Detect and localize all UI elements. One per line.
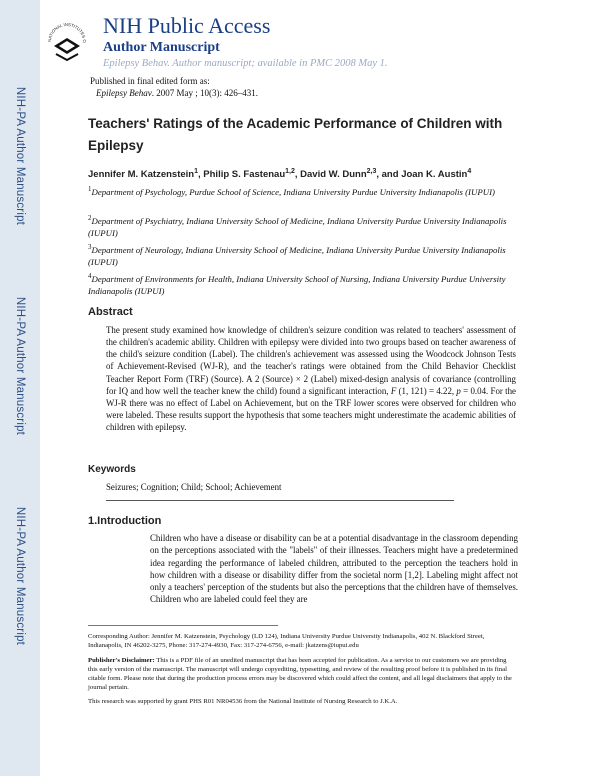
author-affil-sup: 1,2 <box>285 168 295 175</box>
affiliation-text: Department of Environments for Health, Indiana University School of Nursing, Indiana University Purdue University Indianapolis (IUPUI) <box>88 273 506 296</box>
affiliation-num: 2 <box>88 214 92 222</box>
note-rest: . Author manuscript; available in PMC 2008 May 1. <box>167 58 388 69</box>
header-title: NIH Public Access <box>103 13 271 38</box>
svg-text:NATIONAL INSTITUTES OF HEALTH <box>42 10 87 44</box>
logo-text: NATIONAL INSTITUTES O <box>46 21 88 43</box>
author-affil-sup: 4 <box>467 168 472 175</box>
footnote-divider <box>88 625 278 626</box>
header-subtitle: Author Manuscript <box>103 40 220 55</box>
article-title: Teachers' Ratings of the Academic Performance of Children with Epilepsy <box>88 116 503 153</box>
author-name: David W. Dunn <box>300 169 367 181</box>
author-separator: , <box>294 169 301 181</box>
author-affil-sup: 2,3 <box>366 168 377 175</box>
keywords-heading: Keywords <box>88 464 136 475</box>
sidebar-label-3: NIH-PA Author Manuscript <box>14 506 26 646</box>
citation-details: . 2007 May ; 10(3): 426–431. <box>151 88 258 98</box>
abstract-part-c: = 0.04. For the WJ-R there was no effect of Label on Achievement, but on the TRF lower scores were observed for children who were labeled. These results support the hypothesis that some teachers might underestimate the academic abilities of children with epilepsy. <box>106 385 516 433</box>
sidebar-label-1: NIH-PA Author Manuscript <box>14 86 26 226</box>
keywords-divider <box>106 500 454 501</box>
citation-line <box>96 88 258 98</box>
availability-note <box>103 58 388 69</box>
keywords-list: Seizures; Cognition; Child; School; Achievement <box>106 482 282 492</box>
affiliation-num: 3 <box>88 243 92 251</box>
left-sidebar <box>0 0 40 776</box>
abstract-part-a: The present study examined how knowledge of children's seizure condition was related to teachers' assessment of the children's academic ability. Children with epilepsy were divided into two groups based on teacher awareness of the child's seizure condition (Label). The children's achievement was assessed using the Woodcock Johnson Tests of Achievement-Revised (WJ-R), and the teacher's ratings were obtained from the Child Behavior Checklist Teacher Report Form (TRF) (Source). A 2 (Source) × 2 (Label) mixed-design analysis of covariance (controlling for IQ and how well the teacher knew the child) found a significant interaction, <box>106 325 516 396</box>
author-affil-sup: 1 <box>194 168 199 175</box>
disclaimer-text: This is a PDF file of an unedited manuscript that has been accepted for publication. As a service to our customers we are providing this early version of the manuscript. The manuscript will undergo copyediting, typesetting, and review of the resulting proof before it is published in its final citable form. Please note that during the production process errors may be discovered which could affect the content, and all legal disclaimers that apply to the journal pertain. <box>88 657 512 691</box>
abstract-stat-f: F <box>390 385 397 396</box>
nih-logo <box>42 10 92 70</box>
published-form-line: Published in final edited form as: <box>90 76 210 86</box>
affiliation-3 <box>88 241 528 268</box>
author-separator: , and <box>376 169 402 181</box>
author-name: Jennifer M. Katzenstein <box>88 169 195 181</box>
author-name: Philip S. Fastenau <box>203 169 286 181</box>
abstract-body <box>106 324 516 433</box>
introduction-body: Children who have a disease or disability can be at a potential disadvantage in the classroom depending on the perceptions associated with the "labels" of their illnesses. Teachers might have a predetermined idea regarding the performance of labeled children, attributed to the perception the teachers hold in how children with a disease or disability differ from the societal norm [1,2]. Labeling might affect not only a teachers' perception of the students but also the perceptions that the children have of themselves. Children who are labeled could feel they are <box>150 533 518 605</box>
abstract-stat-p: p <box>456 385 461 396</box>
author-separator: , <box>198 169 204 181</box>
abstract-heading: Abstract <box>88 306 133 318</box>
affiliation-1 <box>88 183 528 198</box>
correspondence-footnote: Corresponding Author: Jennifer M. Katzenstein, Psychology (LD 124), Indiana University Purdue University Indianapolis, 402 N. Blackford Street, Indianapolis, IN 46202-3275, Phone: 317-274-4930, Fax: 317-274-6756, e-mail: jkatzens@iupui.edu <box>88 633 485 649</box>
disclaimer-label: Publisher's Disclaimer: <box>88 657 155 664</box>
note-journal: Epilepsy Behav <box>103 58 168 69</box>
introduction-heading: 1.Introduction <box>88 515 162 527</box>
affiliation-num: 1 <box>88 185 92 193</box>
sidebar-label-2: NIH-PA Author Manuscript <box>14 296 26 436</box>
affiliation-4 <box>88 270 528 297</box>
affiliation-text: Department of Neurology, Indiana University School of Medicine, Indiana University Purdue University Indianapolis (IUPUI) <box>88 244 506 267</box>
citation-journal: Epilepsy Behav <box>96 88 152 98</box>
abstract-part-b: (1, 121) = 4.22, <box>396 385 457 396</box>
funding-footnote: This research was supported by grant PHS R01 NR04536 from the National Institute of Nursing Research to J.K.A. <box>88 698 398 705</box>
author-list <box>88 168 568 180</box>
affiliation-text: Department of Psychology, Purdue School of Science, Indiana University Purdue University Indianapolis (IUPUI) <box>91 186 495 197</box>
affiliation-num: 4 <box>88 272 92 280</box>
affiliation-2 <box>88 212 528 239</box>
disclaimer-footnote <box>88 656 516 692</box>
author-name: Joan K. Austin <box>401 169 468 181</box>
affiliation-text: Department of Psychiatry, Indiana University School of Medicine, Indiana University Purdue University Indianapolis (IUPUI) <box>88 215 507 238</box>
